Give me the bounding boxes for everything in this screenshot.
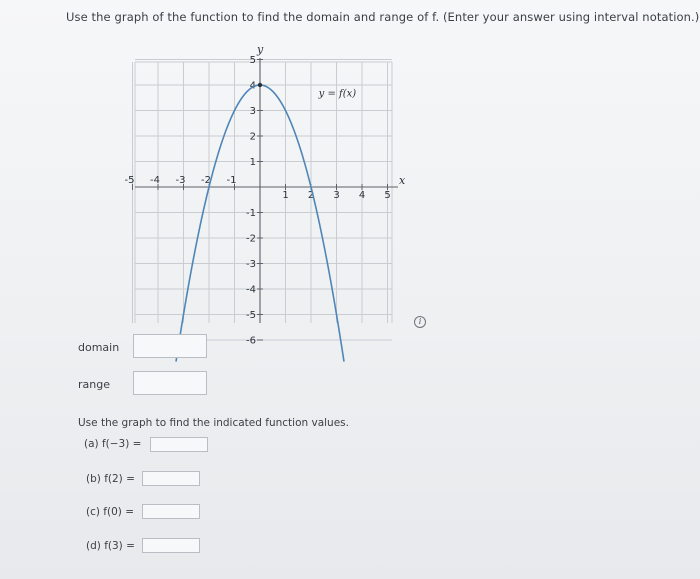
part-c-answer-box[interactable] bbox=[142, 504, 200, 519]
x-tick-label: -5 bbox=[124, 175, 135, 186]
curve-label: y = f(x) bbox=[318, 88, 357, 100]
y-tick-label: 2 bbox=[249, 131, 256, 143]
function-graph bbox=[120, 40, 420, 347]
part-b-answer-box[interactable] bbox=[142, 471, 200, 486]
y-tick-label: -4 bbox=[246, 284, 256, 296]
vertex-point bbox=[258, 83, 262, 87]
x-tick-label: 2 bbox=[307, 190, 315, 201]
y-tick-label: -1 bbox=[246, 208, 256, 219]
x-tick-label: -1 bbox=[226, 175, 237, 186]
x-tick-labels bbox=[125, 175, 391, 201]
x-tick-label: 1 bbox=[282, 190, 289, 201]
x-axis-label: x bbox=[399, 174, 406, 187]
info-icon[interactable]: i bbox=[414, 316, 426, 328]
y-tick-labels bbox=[246, 55, 256, 347]
y-tick-label: 1 bbox=[249, 157, 256, 168]
x-tick-label: -4 bbox=[150, 175, 160, 186]
part-a-answer-box[interactable] bbox=[150, 437, 208, 452]
domain-answer-box[interactable] bbox=[133, 334, 207, 358]
x-tick-label: -3 bbox=[175, 175, 186, 186]
part-a-label: (a) f(−3) = bbox=[84, 438, 142, 450]
y-tick-label: -2 bbox=[246, 233, 256, 245]
x-tick-label: 3 bbox=[333, 190, 340, 201]
x-tick-label: 4 bbox=[358, 190, 366, 201]
y-tick-label: 5 bbox=[249, 55, 256, 66]
part-d-answer-box[interactable] bbox=[142, 538, 200, 553]
domain-label: domain bbox=[78, 341, 120, 354]
y-axis-label: y bbox=[257, 43, 264, 56]
question-prompt: Use the graph of the function to find the domain and range of f. (Enter your answer using interval notation.) bbox=[66, 10, 700, 24]
y-tick-label: 4 bbox=[249, 80, 256, 92]
y-tick-label: -6 bbox=[246, 335, 256, 347]
part-c-label: (c) f(0) = bbox=[86, 506, 135, 518]
part-b-label: (b) f(2) = bbox=[86, 473, 135, 485]
range-answer-box[interactable] bbox=[133, 371, 207, 395]
y-tick-label: -5 bbox=[246, 310, 256, 321]
y-tick-label: 3 bbox=[249, 106, 256, 117]
y-tick-label: -3 bbox=[246, 259, 256, 270]
x-tick-label: -2 bbox=[201, 175, 211, 186]
graph-grid bbox=[133, 60, 393, 341]
part-d-label: (d) f(3) = bbox=[86, 540, 135, 552]
x-tick-label: 5 bbox=[384, 190, 391, 201]
range-label: range bbox=[78, 378, 110, 391]
function-values-prompt: Use the graph to find the indicated function values. bbox=[78, 417, 349, 429]
